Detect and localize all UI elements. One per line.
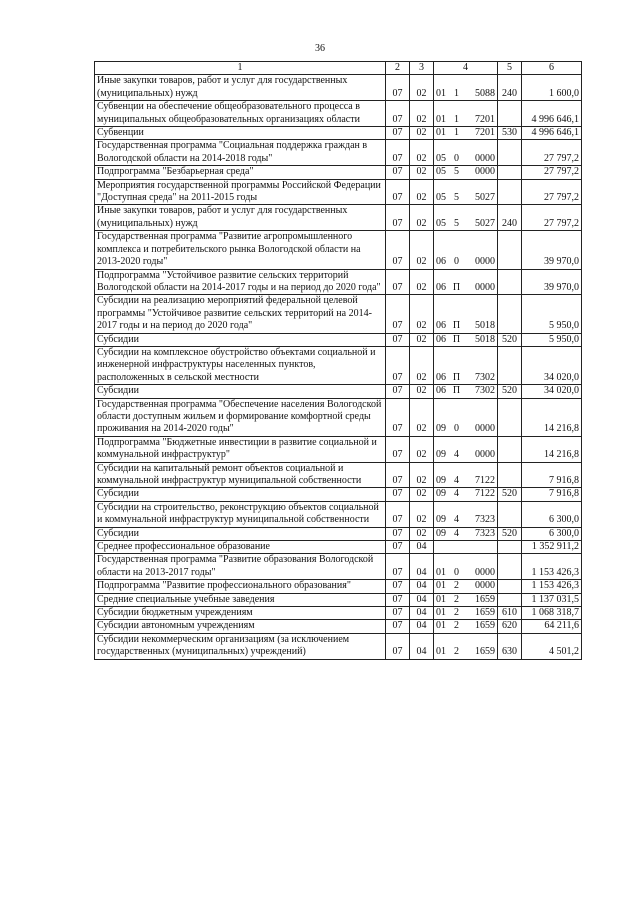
- target-code-program: 01: [436, 620, 446, 632]
- row-expense-type: [498, 166, 522, 179]
- row-amount: 1 068 318,7: [522, 607, 582, 620]
- row-subsection: 02: [410, 462, 434, 488]
- table-row: [95, 488, 582, 501]
- target-code-subprogram: 4: [454, 475, 459, 486]
- row-subsection: 02: [410, 436, 434, 462]
- target-code-program: 05: [436, 192, 446, 204]
- row-expense-type: [498, 554, 522, 580]
- row-expense-type: [498, 593, 522, 606]
- table-row: [95, 179, 582, 205]
- target-code-subprogram: П: [452, 385, 461, 397]
- target-code-subprogram: 2: [454, 646, 459, 658]
- row-target-code: [434, 633, 498, 659]
- row-name: Субсидии: [95, 333, 386, 346]
- target-code-subprogram: 5: [454, 217, 459, 229]
- row-target-code: [434, 527, 498, 540]
- row-amount: 27 797,2: [522, 205, 582, 231]
- row-target-code: [434, 346, 498, 384]
- target-code-direction: 7122: [475, 475, 495, 486]
- row-name: Подпрограмма "Бюджетные инвестиции в развитие социальной и коммунальной инфраструктур": [95, 436, 386, 462]
- target-code-subprogram: 0: [454, 256, 459, 268]
- target-code-direction: 0000: [475, 256, 495, 268]
- row-amount: 1 153 426,3: [522, 554, 582, 580]
- row-amount: 27 797,2: [522, 166, 582, 179]
- target-code-direction: 0000: [475, 566, 495, 578]
- target-code-program: 01: [436, 113, 446, 125]
- target-code-subprogram: 2: [454, 593, 459, 605]
- row-section: 07: [386, 385, 410, 398]
- target-code-direction: 0000: [475, 152, 495, 164]
- row-name: Государственная программа "Обеспечение населения Вологодской области доступным жильем и формирование комфортной среды проживания на 2014-2020 годы": [95, 398, 386, 436]
- row-section: 07: [386, 607, 410, 620]
- row-name: Субсидии: [95, 385, 386, 398]
- header-cell: 3: [410, 62, 434, 75]
- row-name: Субсидии: [95, 488, 386, 501]
- table-row: [95, 462, 582, 488]
- row-name: Субсидии на реализацию мероприятий федеральной целевой программы "Устойчивое развитие сельских территорий на 2014-2017 годы и на период до 2020 года": [95, 295, 386, 333]
- row-expense-type: 520: [498, 488, 522, 501]
- target-code-program: 01: [436, 127, 446, 139]
- target-code-direction: 5018: [475, 320, 495, 332]
- row-subsection: 02: [410, 166, 434, 179]
- target-code-direction: 7122: [475, 488, 495, 500]
- table-row: [95, 101, 582, 127]
- target-code-program: 09: [436, 449, 446, 461]
- row-target-code: [434, 75, 498, 101]
- table-row: [95, 607, 582, 620]
- row-section: 07: [386, 295, 410, 333]
- target-code-program: 06: [436, 385, 446, 397]
- target-code-subprogram: П: [452, 281, 461, 293]
- row-section: 07: [386, 501, 410, 527]
- page-number: 36: [315, 43, 325, 54]
- row-name: Подпрограмма "Устойчивое развитие сельских территорий Вологодской области на 2014-2017 годы и на период до 2020 года": [95, 269, 386, 295]
- target-code-program: 01: [436, 593, 446, 605]
- target-code-direction: 7323: [475, 527, 495, 539]
- table-row: [95, 501, 582, 527]
- target-code-direction: 0000: [475, 423, 495, 435]
- target-code-direction: 0000: [475, 580, 495, 592]
- header-cell: 1: [95, 62, 386, 75]
- row-amount: 39 970,0: [522, 231, 582, 269]
- row-section: 07: [386, 554, 410, 580]
- row-subsection: 02: [410, 179, 434, 205]
- row-subsection: 04: [410, 620, 434, 633]
- target-code-subprogram: 4: [454, 488, 459, 500]
- target-code-subprogram: 1: [454, 87, 459, 99]
- target-code-program: 01: [436, 646, 446, 658]
- row-amount: 5 950,0: [522, 333, 582, 346]
- row-name: Субсидии: [95, 527, 386, 540]
- row-amount: 39 970,0: [522, 269, 582, 295]
- row-name: Мероприятия государственной программы Российской Федерации "Доступная среда" на 2011-2015 годы: [95, 179, 386, 205]
- row-section: 07: [386, 205, 410, 231]
- row-target-code: [434, 179, 498, 205]
- table-row: [95, 580, 582, 593]
- target-code-subprogram: 0: [454, 152, 459, 164]
- row-name: Государственная программа "Развитие агропромышленного комплекса и потребительского рынка Вологодской области на 2013-2020 годы": [95, 231, 386, 269]
- target-code-direction: 7302: [475, 371, 495, 383]
- table-row: [95, 231, 582, 269]
- row-amount: 34 020,0: [522, 385, 582, 398]
- table-row: [95, 436, 582, 462]
- row-subsection: 02: [410, 346, 434, 384]
- row-section: 07: [386, 633, 410, 659]
- row-name: Субсидии некоммерческим организациям (за исключением государственных (муниципальных) учреждений): [95, 633, 386, 659]
- table-row: [95, 127, 582, 140]
- target-code-program: 09: [436, 423, 446, 435]
- table-row: [95, 541, 582, 554]
- row-section: 07: [386, 488, 410, 501]
- target-code-program: 05: [436, 166, 446, 178]
- row-amount: 7 916,8: [522, 462, 582, 488]
- table-row: [95, 140, 582, 166]
- target-code-program: 06: [436, 333, 446, 345]
- row-target-code: [434, 541, 498, 554]
- target-code-direction: 1659: [475, 620, 495, 632]
- target-code-subprogram: П: [452, 320, 461, 332]
- target-code-subprogram: П: [452, 333, 461, 345]
- row-section: 07: [386, 620, 410, 633]
- row-expense-type: [498, 462, 522, 488]
- row-name: Государственная программа "Социальная поддержка граждан в Вологодской области на 2014-2018 годы": [95, 140, 386, 166]
- row-name: Субсидии на капитальный ремонт объектов социальной и коммунальной инфраструктур муниципальной собственности: [95, 462, 386, 488]
- target-code-program: 09: [436, 514, 446, 526]
- target-code-direction: 5088: [475, 87, 495, 99]
- row-target-code: [434, 101, 498, 127]
- row-target-code: [434, 231, 498, 269]
- row-amount: 4 996 646,1: [522, 127, 582, 140]
- row-section: 07: [386, 166, 410, 179]
- row-expense-type: [498, 346, 522, 384]
- row-section: 07: [386, 462, 410, 488]
- row-expense-type: 240: [498, 205, 522, 231]
- row-section: 07: [386, 593, 410, 606]
- row-subsection: 02: [410, 205, 434, 231]
- target-code-direction: 1659: [475, 646, 495, 658]
- target-code-subprogram: 0: [454, 566, 459, 578]
- row-expense-type: 520: [498, 385, 522, 398]
- row-subsection: 02: [410, 75, 434, 101]
- row-subsection: 02: [410, 501, 434, 527]
- header-cell: 5: [498, 62, 522, 75]
- row-name: Субсидии автономным учреждениям: [95, 620, 386, 633]
- row-section: 07: [386, 75, 410, 101]
- row-name: Иные закупки товаров, работ и услуг для государственных (муниципальных) нужд: [95, 75, 386, 101]
- row-expense-type: 610: [498, 607, 522, 620]
- row-expense-type: [498, 269, 522, 295]
- row-target-code: [434, 580, 498, 593]
- row-subsection: 02: [410, 127, 434, 140]
- row-amount: 1 137 031,5: [522, 593, 582, 606]
- row-subsection: 04: [410, 593, 434, 606]
- row-expense-type: 630: [498, 633, 522, 659]
- row-name: Субвенции на обеспечение общеобразовательного процесса в муниципальных общеобразовательных организациях области: [95, 101, 386, 127]
- target-code-program: 01: [436, 566, 446, 578]
- row-expense-type: [498, 140, 522, 166]
- row-target-code: [434, 398, 498, 436]
- row-subsection: 02: [410, 140, 434, 166]
- target-code-subprogram: 5: [454, 192, 459, 204]
- target-code-subprogram: 2: [454, 607, 459, 619]
- target-code-program: 01: [436, 87, 446, 99]
- row-expense-type: 520: [498, 333, 522, 346]
- row-section: 07: [386, 541, 410, 554]
- row-expense-type: 520: [498, 527, 522, 540]
- row-amount: 1 600,0: [522, 75, 582, 101]
- table-row: [95, 346, 582, 384]
- budget-table: [94, 61, 582, 660]
- target-code-program: 09: [436, 475, 446, 486]
- row-name: Иные закупки товаров, работ и услуг для государственных (муниципальных) нужд: [95, 205, 386, 231]
- row-expense-type: [498, 101, 522, 127]
- target-code-program: 01: [436, 580, 446, 592]
- target-code-direction: 5018: [475, 333, 495, 345]
- target-code-subprogram: 0: [454, 423, 459, 435]
- row-name: Подпрограмма "Безбарьерная среда": [95, 166, 386, 179]
- target-code-subprogram: 1: [454, 127, 459, 139]
- row-target-code: [434, 436, 498, 462]
- row-subsection: 02: [410, 295, 434, 333]
- row-target-code: [434, 295, 498, 333]
- row-subsection: 04: [410, 580, 434, 593]
- row-expense-type: [498, 541, 522, 554]
- row-expense-type: [498, 436, 522, 462]
- row-name: Субвенции: [95, 127, 386, 140]
- row-name: Среднее профессиональное образование: [95, 541, 386, 554]
- row-subsection: 04: [410, 554, 434, 580]
- table-row: [95, 620, 582, 633]
- row-amount: 4 501,2: [522, 633, 582, 659]
- row-target-code: [434, 554, 498, 580]
- row-target-code: [434, 269, 498, 295]
- row-section: 07: [386, 436, 410, 462]
- row-amount: 1 153 426,3: [522, 580, 582, 593]
- target-code-subprogram: 4: [454, 449, 459, 461]
- row-amount: 34 020,0: [522, 346, 582, 384]
- row-expense-type: [498, 179, 522, 205]
- row-expense-type: [498, 501, 522, 527]
- row-name: Субсидии на комплексное обустройство объектами социальной и инженерной инфраструктуры населенных пунктов, расположенных в сельской местности: [95, 346, 386, 384]
- row-section: 07: [386, 269, 410, 295]
- row-section: 07: [386, 580, 410, 593]
- target-code-program: 06: [436, 371, 446, 383]
- row-target-code: [434, 462, 498, 488]
- header-cell: 4: [434, 62, 498, 75]
- row-subsection: 02: [410, 398, 434, 436]
- row-expense-type: [498, 398, 522, 436]
- target-code-subprogram: 5: [454, 166, 459, 178]
- row-expense-type: [498, 231, 522, 269]
- row-amount: 1 352 911,2: [522, 541, 582, 554]
- target-code-program: 06: [436, 320, 446, 332]
- target-code-program: 09: [436, 527, 446, 539]
- target-code-direction: 1659: [475, 593, 495, 605]
- target-code-direction: 7201: [475, 113, 495, 125]
- target-code-program: 09: [436, 488, 446, 500]
- row-target-code: [434, 607, 498, 620]
- row-target-code: [434, 127, 498, 140]
- header-row: [95, 62, 582, 75]
- target-code-direction: 0000: [475, 281, 495, 293]
- target-code-program: 06: [436, 256, 446, 268]
- row-expense-type: [498, 295, 522, 333]
- row-target-code: [434, 333, 498, 346]
- row-section: 07: [386, 346, 410, 384]
- row-subsection: 02: [410, 333, 434, 346]
- target-code-program: 06: [436, 281, 446, 293]
- row-target-code: [434, 501, 498, 527]
- table-row: [95, 593, 582, 606]
- target-code-subprogram: 2: [454, 580, 459, 592]
- row-target-code: [434, 593, 498, 606]
- target-code-direction: 1659: [475, 607, 495, 619]
- row-subsection: 02: [410, 385, 434, 398]
- table-row: [95, 205, 582, 231]
- table-row: [95, 527, 582, 540]
- row-subsection: 02: [410, 488, 434, 501]
- table-row: [95, 295, 582, 333]
- row-section: 07: [386, 527, 410, 540]
- target-code-program: 05: [436, 217, 446, 229]
- row-amount: 6 300,0: [522, 501, 582, 527]
- target-code-program: 05: [436, 152, 446, 164]
- header-cell: 6: [522, 62, 582, 75]
- table-row: [95, 633, 582, 659]
- target-code-subprogram: 1: [454, 113, 459, 125]
- target-code-direction: 5027: [475, 217, 495, 229]
- row-target-code: [434, 140, 498, 166]
- target-code-direction: 7201: [475, 127, 495, 139]
- row-section: 07: [386, 333, 410, 346]
- target-code-subprogram: 4: [454, 514, 459, 526]
- row-amount: 14 216,8: [522, 398, 582, 436]
- row-expense-type: 530: [498, 127, 522, 140]
- row-target-code: [434, 205, 498, 231]
- row-name: Субсидии на строительство, реконструкцию объектов социальной и коммунальной инфраструктур муниципальной собственности: [95, 501, 386, 527]
- row-section: 07: [386, 101, 410, 127]
- table-row: [95, 554, 582, 580]
- row-section: 07: [386, 127, 410, 140]
- row-subsection: 04: [410, 633, 434, 659]
- target-code-program: 01: [436, 607, 446, 619]
- row-amount: 5 950,0: [522, 295, 582, 333]
- row-expense-type: [498, 580, 522, 593]
- target-code-direction: 7323: [475, 514, 495, 526]
- row-section: 07: [386, 398, 410, 436]
- row-target-code: [434, 385, 498, 398]
- row-subsection: 04: [410, 541, 434, 554]
- row-subsection: 04: [410, 607, 434, 620]
- row-subsection: 02: [410, 231, 434, 269]
- row-name: Подпрограмма "Развитие профессионального образования": [95, 580, 386, 593]
- row-target-code: [434, 166, 498, 179]
- target-code-direction: 0000: [475, 449, 495, 461]
- row-amount: 14 216,8: [522, 436, 582, 462]
- row-section: 07: [386, 179, 410, 205]
- target-code-direction: 7302: [475, 385, 495, 397]
- row-amount: 64 211,6: [522, 620, 582, 633]
- row-amount: 6 300,0: [522, 527, 582, 540]
- row-subsection: 02: [410, 269, 434, 295]
- row-amount: 7 916,8: [522, 488, 582, 501]
- target-code-subprogram: 4: [454, 527, 459, 539]
- row-amount: 4 996 646,1: [522, 101, 582, 127]
- row-expense-type: 620: [498, 620, 522, 633]
- row-section: 07: [386, 231, 410, 269]
- row-name: Средние специальные учебные заведения: [95, 593, 386, 606]
- table-row: [95, 398, 582, 436]
- row-target-code: [434, 488, 498, 501]
- table-row: [95, 166, 582, 179]
- target-code-subprogram: 2: [454, 620, 459, 632]
- row-expense-type: 240: [498, 75, 522, 101]
- row-subsection: 02: [410, 101, 434, 127]
- table-row: [95, 385, 582, 398]
- row-target-code: [434, 620, 498, 633]
- header-cell: 2: [386, 62, 410, 75]
- row-section: 07: [386, 140, 410, 166]
- target-code-subprogram: П: [452, 371, 461, 383]
- target-code-direction: 5027: [475, 192, 495, 204]
- table-row: [95, 333, 582, 346]
- row-name: Государственная программа "Развитие образования Вологодской области на 2013-2017 годы": [95, 554, 386, 580]
- target-code-direction: 0000: [475, 166, 495, 178]
- table-row: [95, 75, 582, 101]
- row-subsection: 02: [410, 527, 434, 540]
- row-amount: 27 797,2: [522, 179, 582, 205]
- table-row: [95, 269, 582, 295]
- row-amount: 27 797,2: [522, 140, 582, 166]
- row-name: Субсидии бюджетным учреждениям: [95, 607, 386, 620]
